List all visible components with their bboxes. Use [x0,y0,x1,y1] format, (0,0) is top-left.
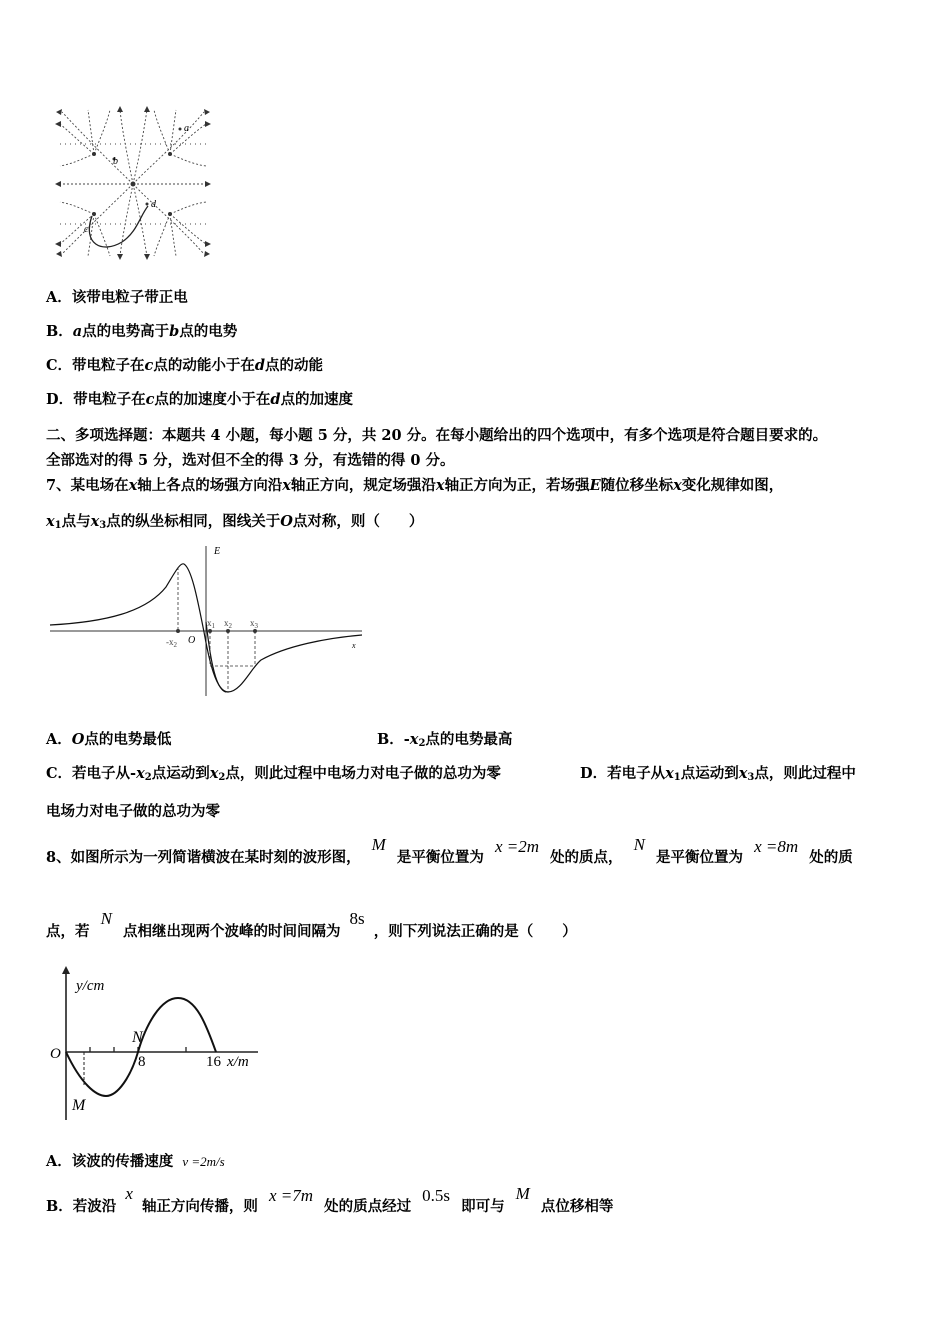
q8-wave-graph [46,964,266,1124]
origin-label: O [188,635,196,646]
q8-stem-line1: 8、如图所示为一列简谐横波在某时刻的波形图， M 是平衡位置为 x =2m 处的质点， N 是平衡位置为 x =8m 处的质 [46,835,853,866]
point-m-label: M [72,1097,86,1114]
tick-8-label: 8 [138,1054,146,1070]
point-n-label: N [132,1029,143,1046]
point-b-label: b [113,156,118,167]
q7-option-a[interactable]: A．O点的电势最低 [46,731,172,748]
q6-option-a[interactable]: A．该带电粒子带正电 [46,289,188,306]
q6-option-b[interactable]: B．a点的电势高于b点的电势 [46,323,238,340]
q7-e-x-graph [46,542,368,702]
q7-option-d-cont: 电场力对电子做的总功为零 [46,803,220,820]
q6-option-d[interactable]: D．带电粒子在c点的加速度小于在d点的加速度 [46,391,354,408]
q7-option-b[interactable]: B．$-x_2$点的电势最高 [377,731,513,749]
q8-option-b[interactable]: B．若波沿 x 轴正方向传播，则 x =7m 处的质点经过 0.5s 即可与 M 点位移相等 [46,1184,614,1215]
e-axis-label: E [214,546,221,557]
q6-option-c[interactable]: C．带电粒子在c点的动能小于在d点的动能 [46,357,324,374]
y-axis-label: y/cm [76,978,105,994]
x-axis-label: x/m [227,1054,249,1070]
section2-instructions-line2: 全部选对的得 5 分，选对但不全的得 3 分，有选错的得 0 分。 [46,452,455,469]
origin-label: O [50,1046,61,1062]
x-axis-label: x [352,641,356,650]
q7-stem-line1: 7、某电场在x轴上各点的场强方向沿x轴正方向，规定场强沿x轴正方向为正，若场强E随位移坐标x变化规律如图， [46,477,784,494]
x2-label: $x_2$ [224,618,232,630]
point-c-label: c [84,224,89,235]
q8-option-a[interactable]: A．该波的传播速度 v =2m/s [46,1153,225,1170]
point-d-label: d [151,199,156,210]
section2-instructions-line1: 二、多项选择题：本题共 4 小题，每小题 5 分，共 20 分。在每小题给出的四个选项中，有多个选项是符合题目要求的。 [46,427,828,444]
q7-option-c[interactable]: C．若电子从$-x_2$点运动到$x_2$点，则此过程中电场力对电子做的总功为零 [46,765,501,783]
q7-option-d[interactable]: D．若电子从$x_1$点运动到$x_3$点，则此过程中 [580,765,856,783]
q7-stem-line2: $x_1$点与$x_3$点的纵坐标相同，图线关于O点对称，则（ ） [46,513,424,531]
x3-label: $x_3$ [250,618,258,630]
field-lines-figure [52,104,214,260]
neg-x2-label: $-x_2$ [166,637,177,649]
point-a-label: a [184,123,189,134]
wave-curve [66,998,216,1096]
x1-label: $x_1$ [207,618,215,630]
tick-16-label: 16 [206,1054,221,1070]
q8-stem-line2: 点，若 N 点相继出现两个波峰的时间间隔为 8s ，则下列说法正确的是（ ） [46,909,577,940]
